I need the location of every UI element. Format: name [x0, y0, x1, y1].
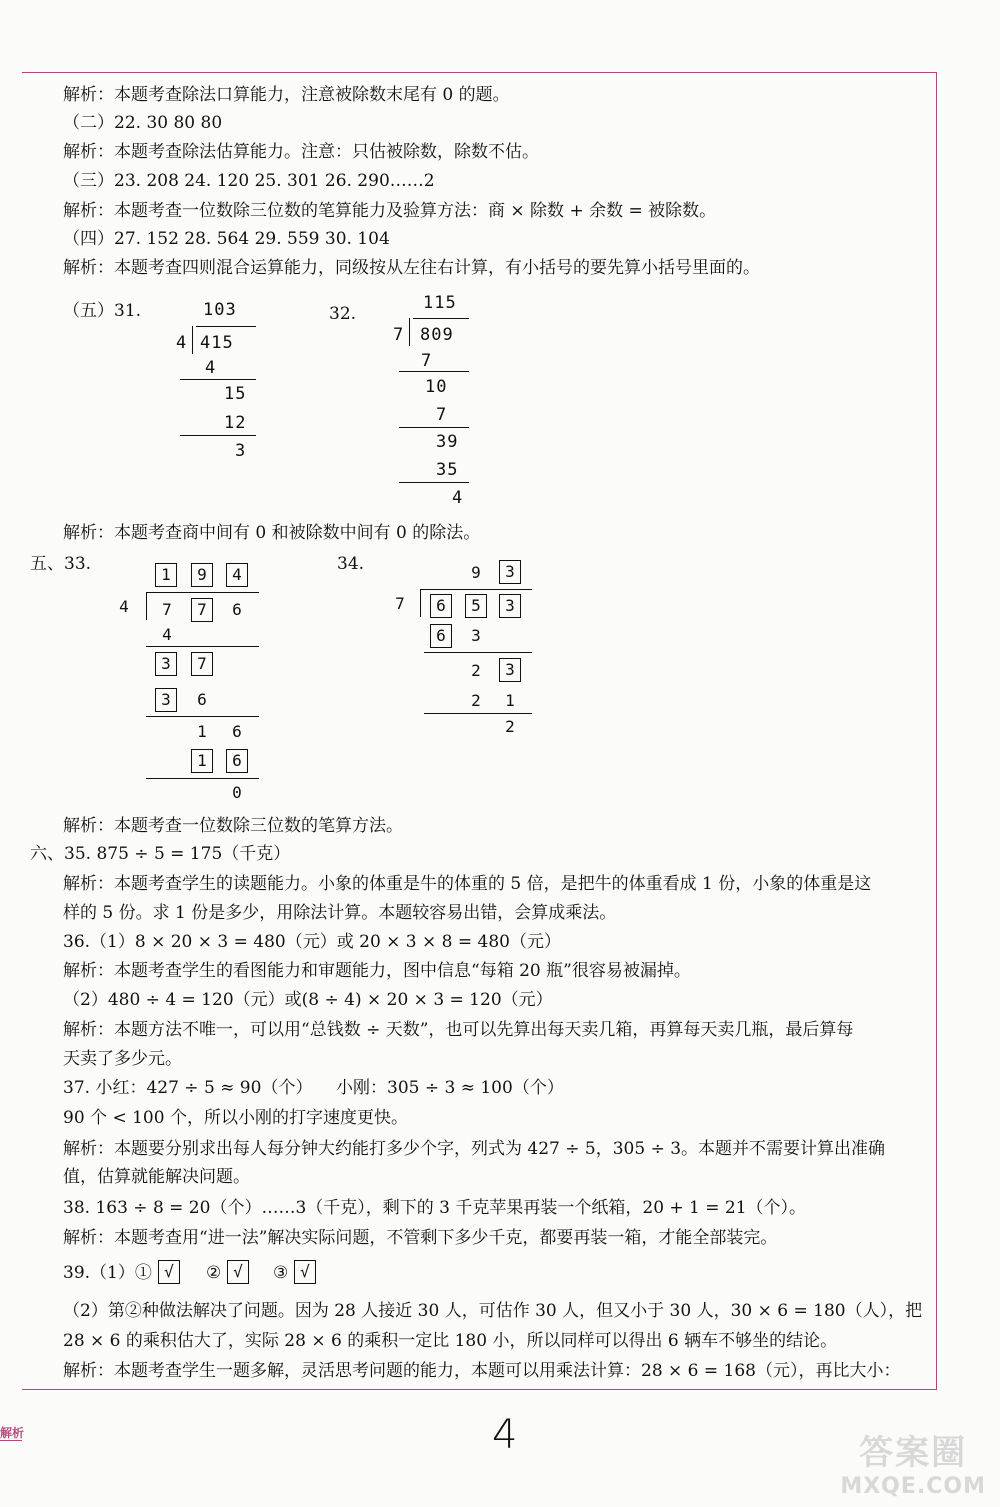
digit: 4: [162, 625, 172, 644]
digit: 1: [197, 722, 207, 741]
answer-line: 六、35. 875 ÷ 5 = 175（千克）: [30, 844, 291, 864]
answer-box: 3: [155, 688, 177, 712]
watermark: [840, 1425, 986, 1499]
check-box: √: [294, 1260, 316, 1284]
analysis-line: 解析：本题考查除法口算能力，注意被除数末尾有 0 的题。: [63, 85, 510, 105]
answer-box: 7: [191, 598, 213, 622]
analysis-line: 值，估算就能解决问题。: [63, 1167, 250, 1187]
step: 4: [205, 358, 217, 378]
division-bar: [420, 589, 532, 590]
division-bracket: [420, 589, 421, 617]
divisor: 4: [176, 333, 188, 353]
digit: 9: [471, 563, 481, 582]
answer-line: 小刚：305 ÷ 3 ≈ 100（个）: [336, 1078, 564, 1098]
step: 39: [436, 432, 459, 452]
answer-box: 3: [499, 658, 521, 682]
analysis-line: 解析：本题方法不唯一，可以用“总钱数 ÷ 天数”，也可以先算出每天卖几箱，再算每天卖几瓶，最后算每: [63, 1020, 854, 1040]
division-bar: [413, 318, 469, 319]
page-number: 4: [492, 1412, 518, 1458]
divisor: 7: [393, 325, 405, 345]
divisor: 4: [119, 597, 129, 616]
division-bracket: [192, 326, 193, 354]
step-line: [399, 371, 469, 372]
step: 10: [425, 377, 448, 397]
footer-label: 解析: [0, 1426, 25, 1440]
answer-line: （二）22. 30 80 80: [63, 113, 223, 133]
answer-line: 39.（1）①: [63, 1263, 152, 1283]
dividend: 809: [420, 325, 454, 345]
analysis-line: 解析：本题要分别求出每人每分钟大约能打多少个字，列式为 427 ÷ 5，305 ÷ 3。本题并不需要计算出准确: [63, 1139, 886, 1159]
step: 7: [421, 351, 433, 371]
digit: 2: [471, 691, 481, 710]
answer-line: ③: [273, 1263, 289, 1283]
division-bracket: [146, 592, 147, 620]
answer-line: 90 个 < 100 个，所以小刚的打字速度更快。: [63, 1108, 408, 1128]
answer-line: （2）第②种做法解决了问题。因为 28 人接近 30 人，可估作 30 人，但又小于 30 人，30 × 6 = 180（人），把: [63, 1301, 923, 1321]
analysis-line: 解析：本题考查学生的看图能力和审题能力，图中信息“每箱 20 瓶”很容易被漏掉。: [63, 961, 691, 981]
answer-box: 6: [430, 594, 452, 618]
step-line: [424, 652, 532, 653]
answer-box: 4: [226, 563, 248, 587]
digit: 2: [505, 717, 515, 736]
answer-box: 1: [155, 563, 177, 587]
answer-line: （四）27. 152 28. 564 29. 559 30. 104: [63, 229, 390, 249]
answer-box: 3: [499, 560, 521, 584]
answer-line: 36.（1）8 × 20 × 3 = 480（元）或 20 × 3 × 8 = 480（元）: [63, 932, 561, 952]
answer-box: 7: [191, 652, 213, 676]
digit: 7: [162, 600, 172, 619]
digit: 1: [505, 691, 515, 710]
digit: 2: [471, 661, 481, 680]
divisor: 7: [395, 594, 405, 613]
watermark-bottom: MXQE.COM: [840, 1474, 986, 1499]
step-line: [399, 482, 469, 483]
step: 12: [224, 413, 247, 433]
step-line: [146, 778, 259, 779]
dividend: 415: [200, 333, 234, 353]
step-line: [399, 427, 469, 428]
step: 35: [436, 460, 459, 480]
answer-box: 3: [499, 594, 521, 618]
answer-line: 38. 163 ÷ 8 = 20（个）……3（千克），剩下的 3 千克苹果再装一个纸箱，20 + 1 = 21（个）。: [63, 1198, 807, 1218]
analysis-line: 解析：本题考查学生一题多解，灵活思考问题的能力，本题可以用乘法计算：28 × 6 = 168（元），再比大小：: [63, 1361, 901, 1381]
question-label-32: 32.: [329, 304, 357, 324]
answer-box: 6: [226, 749, 248, 773]
footer-rule: [0, 1440, 22, 1441]
analysis-line: 解析：本题考查一位数除三位数的笔算方法。: [63, 816, 403, 836]
division-bracket: [409, 318, 410, 346]
analysis-line: 解析：本题考查除法估算能力。注意：只估被除数，除数不估。: [63, 142, 539, 162]
analysis-line: 解析：本题考查学生的读题能力。小象的体重是牛的体重的 5 倍，是把牛的体重看成 1 份，小象的体重是这: [63, 874, 872, 894]
digit: 6: [232, 600, 242, 619]
quotient: 115: [423, 293, 457, 313]
analysis-line: 解析：本题考查商中间有 0 和被除数中间有 0 的除法。: [63, 523, 481, 543]
answer-box: 9: [191, 563, 213, 587]
answer-box: 5: [465, 594, 487, 618]
answer-box: 6: [430, 624, 452, 648]
step-line: [146, 716, 259, 717]
answer-line: 28 × 6 的乘积估大了，实际 28 × 6 的乘积一定比 180 小，所以同样可以得出 6 辆车不够坐的结论。: [63, 1331, 838, 1351]
answer-line: 37. 小红：427 ÷ 5 ≈ 90（个）: [63, 1078, 313, 1098]
division-bar: [196, 326, 256, 327]
step-line: [180, 379, 256, 380]
analysis-line: 解析：本题考查一位数除三位数的笔算能力及验算方法：商 × 除数 + 余数 = 被除数。: [63, 201, 717, 221]
step-line: [180, 435, 256, 436]
answer-line: ②: [206, 1263, 222, 1283]
division-bar: [146, 592, 259, 593]
analysis-line: 天卖了多少元。: [63, 1049, 182, 1069]
digit: 3: [471, 626, 481, 645]
answer-box: 1: [191, 749, 213, 773]
watermark-top: 答案圈: [859, 1433, 968, 1473]
analysis-line: 解析：本题考查四则混合运算能力，同级按从左往右计算，有小括号的要先算小括号里面的。: [63, 258, 760, 278]
answer-box: 3: [155, 652, 177, 676]
analysis-line: 样的 5 份。求 1 份是多少，用除法计算。本题较容易出错，会算成乘法。: [63, 903, 617, 923]
step: 7: [436, 405, 448, 425]
quotient: 103: [203, 300, 237, 320]
step-line: [146, 646, 259, 647]
digit: 6: [197, 690, 207, 709]
digit: 6: [232, 722, 242, 741]
step: 15: [224, 384, 247, 404]
answer-line: （2）480 ÷ 4 = 120（元）或(8 ÷ 4) × 20 × 3 = 120（元）: [63, 990, 553, 1010]
answer-line: （三）23. 208 24. 120 25. 301 26. 290……2: [63, 171, 435, 191]
check-box: √: [158, 1260, 180, 1284]
digit: 0: [232, 783, 242, 802]
question-label-34: 34.: [337, 554, 365, 574]
step: 4: [452, 488, 464, 508]
check-box: √: [227, 1260, 249, 1284]
analysis-line: 解析：本题考查用“进一法”解决实际问题，不管剩下多少千克，都要再装一箱，才能全部装完。: [63, 1228, 778, 1248]
step-line: [424, 713, 532, 714]
question-label-31: （五）31.: [63, 301, 142, 321]
step: 3: [235, 441, 247, 461]
question-label-33: 五、33.: [30, 554, 92, 574]
